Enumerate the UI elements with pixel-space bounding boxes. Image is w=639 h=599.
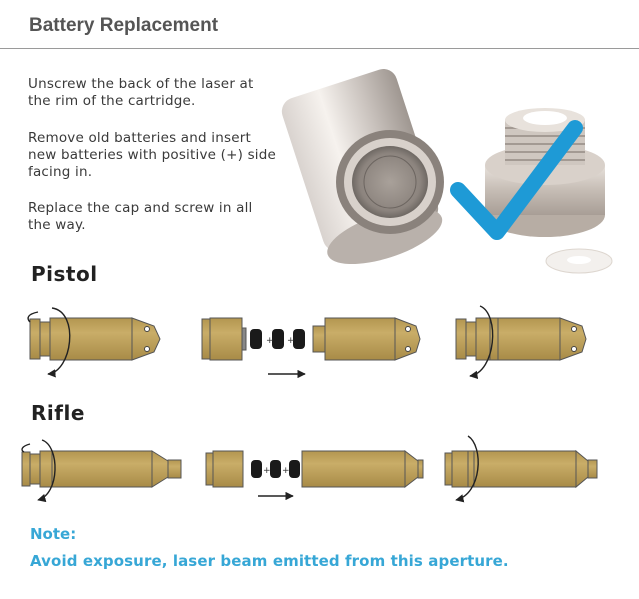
rifle-cartridge-open <box>206 451 423 496</box>
rifle-diagrams <box>22 436 597 500</box>
instruction-step-2: Remove old batteries and insert new batteries with positive (+) side facing in. <box>28 130 277 180</box>
pistol-cartridge-reassembled <box>456 306 586 376</box>
rifle-heading: Rifle <box>31 401 85 425</box>
pistol-heading: Pistol <box>31 262 98 286</box>
instruction-step-3: Replace the cap and screw in all the way. <box>28 200 253 233</box>
battery-sign: + <box>282 466 290 476</box>
instruction-step-1: Unscrew the back of the laser at the rim of the cartridge. <box>28 76 254 109</box>
pistol-cartridge-open <box>202 318 420 374</box>
rifle-cartridge-closed <box>22 440 181 500</box>
battery-sign: + <box>266 336 274 346</box>
pistol-diagrams <box>28 306 586 376</box>
battery-sign: + <box>263 466 271 476</box>
note-title: Note: <box>30 525 77 543</box>
pistol-cartridge-closed <box>28 308 160 374</box>
cartridge-photo <box>278 65 612 275</box>
page-title: Battery Replacement <box>29 15 219 36</box>
rifle-cartridge-reassembled <box>445 436 597 500</box>
note-text: Avoid exposure, laser beam emitted from this aperture. <box>30 552 509 570</box>
battery-sign: + <box>287 336 295 346</box>
